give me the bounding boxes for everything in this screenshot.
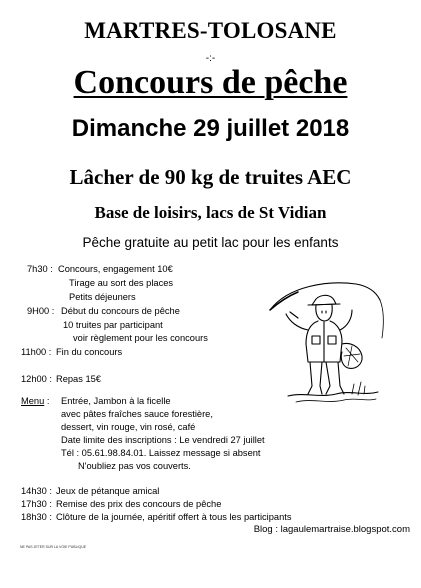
menu-line: avec pâtes fraîches sauce forestière, (61, 409, 213, 419)
schedule-line: Petits déjeuners (69, 292, 136, 302)
menu-line: N'oubliez pas vos couverts. (78, 461, 191, 471)
schedule-line: 10 truites par participant (63, 320, 163, 330)
title-place: Base de loisirs, lacs de St Vidian (94, 203, 327, 222)
time-1200: 12h00 : (21, 374, 53, 384)
title-date: Dimanche 29 juillet 2018 (71, 115, 350, 142)
title-event: Concours de pêche (73, 64, 348, 101)
schedule-line: Tirage au sort des places (69, 278, 174, 288)
schedule-line: Début du concours de pêche (61, 306, 180, 316)
time-0730: 7h30 : (27, 264, 53, 274)
time-0900: 9H00 : (27, 306, 55, 316)
menu-line: Date limite des inscriptions : Le vendredi 27 juillet (61, 435, 265, 445)
separator: -:- (205, 53, 216, 64)
time-1430: 14h30 : (21, 486, 53, 496)
time-1100: 11h00 : (21, 347, 52, 357)
schedule-line: Clôture de la journée, apéritif offert à tous les participants (56, 512, 292, 522)
menu-line: Entrée, Jambon à la ficelle (61, 396, 171, 406)
fisherman-illustration (268, 278, 388, 408)
subtitle-kids: Pêche gratuite au petit lac pour les enfants (82, 235, 339, 250)
schedule-line: voir règlement pour les concours (73, 333, 208, 343)
schedule-line: Fin du concours (56, 347, 123, 357)
time-1730: 17h30 : (21, 499, 53, 509)
menu-line: dessert, vin rouge, vin rosé, café (61, 422, 196, 432)
title-release: Lâcher de 90 kg de truites AEC (69, 165, 352, 189)
schedule-line: Remise des prix des concours de pêche (56, 499, 222, 509)
menu-label: Menu : (21, 396, 50, 406)
title-town: MARTRES-TOLOSANE (84, 18, 337, 43)
menu-line: Tél : 05.61.98.84.01. Laissez message si absent (61, 448, 261, 458)
schedule-line: Concours, engagement 10€ (58, 264, 173, 274)
footer-note: NE PAS JETER SUR LA VOIE PUBLIQUE (20, 545, 87, 549)
schedule-line: Repas 15€ (56, 374, 101, 384)
schedule-line: Jeux de pétanque amical (56, 486, 160, 496)
blog-address: Blog : lagaulemartraise.blogspot.com (253, 524, 410, 535)
time-1830: 18h30 : (21, 512, 53, 522)
